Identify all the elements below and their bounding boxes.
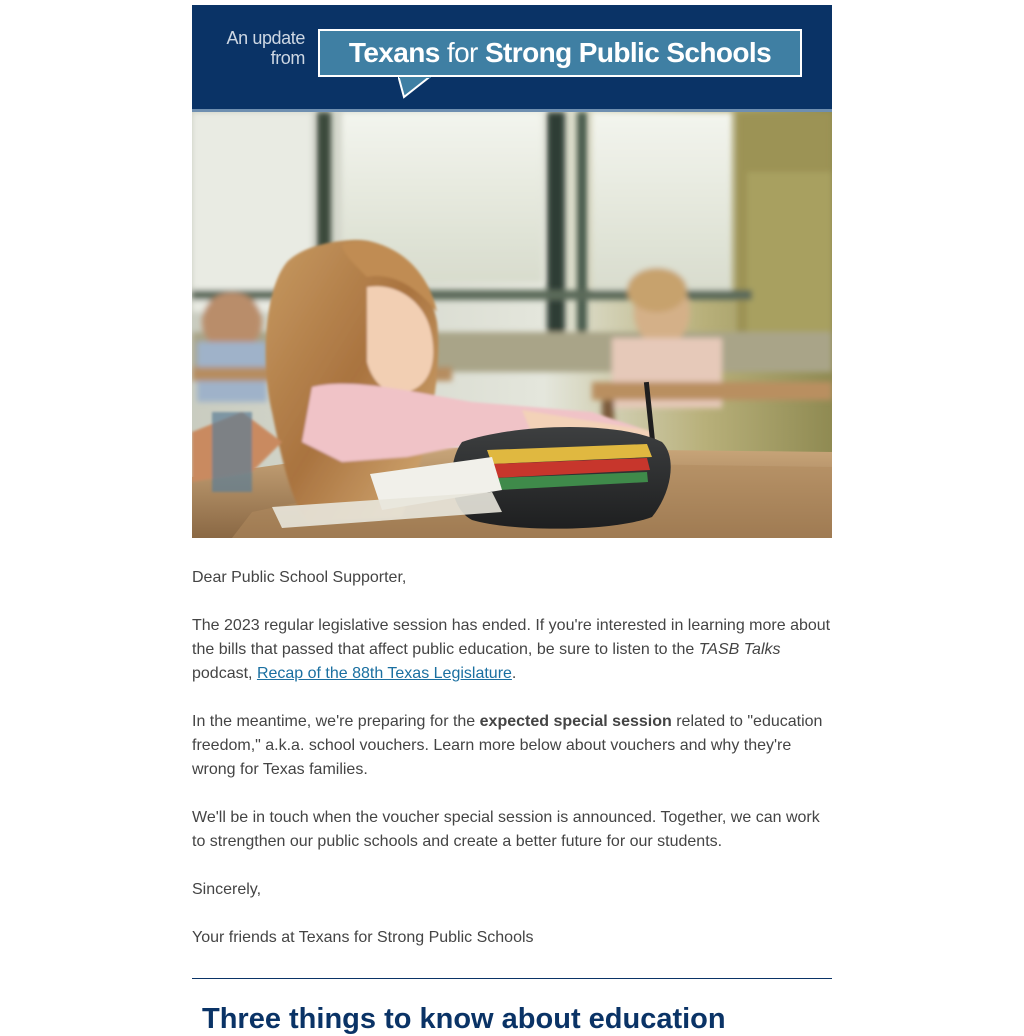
letter-content (192, 538, 832, 950)
podcast-name: TASB Talks (698, 641, 781, 658)
logo-text (320, 31, 800, 75)
update-prefix (192, 28, 305, 68)
email-body (192, 5, 832, 974)
p2-text-2: related to "education freedom," a.k.a. school vouchers. Learn more below about vouchers and why they're wrong for Texas families. (192, 713, 823, 778)
logo-word-for: for (446, 37, 478, 68)
section-divider (192, 978, 832, 979)
prefix-line-1: An update (226, 28, 305, 48)
logo[interactable] (318, 29, 802, 77)
speech-bubble-tail-icon (398, 75, 432, 99)
expected-special-session-emphasis: expected special session (479, 713, 672, 730)
signature: Your friends at Texans for Strong Public Schools (192, 929, 534, 946)
logo-word-texans: Texans (348, 37, 447, 68)
paragraph-legislative-session (192, 614, 832, 686)
p1-text-2: podcast, (192, 665, 257, 682)
paragraph-special-session (192, 710, 832, 782)
classroom-photo (192, 112, 832, 538)
closing: Sincerely, (192, 881, 262, 898)
recap-legislature-link[interactable]: Recap of the 88th Texas Legislature (256, 665, 512, 682)
p2-text-1: In the meantime, we're preparing for the (192, 713, 480, 730)
prefix-line-2: from (270, 48, 305, 68)
hero-image (192, 112, 832, 538)
p1-text-1: The 2023 regular legislative session has ended. If you're interested in learning more about the bills that passed that affect public education, be sure to listen to the (192, 617, 831, 658)
section-heading: Three things to know about education (202, 1003, 726, 1035)
logo-word-strong-public-schools: Strong Public Schools (477, 37, 772, 68)
paragraph-stay-in-touch: We'll be in touch when the voucher special session is announced. Together, we can work to strengthen our public schools and create a better future for our students. (192, 809, 820, 850)
header-banner (192, 5, 832, 112)
greeting: Dear Public School Supporter, (192, 569, 407, 586)
p1-text-3: . (511, 665, 517, 682)
